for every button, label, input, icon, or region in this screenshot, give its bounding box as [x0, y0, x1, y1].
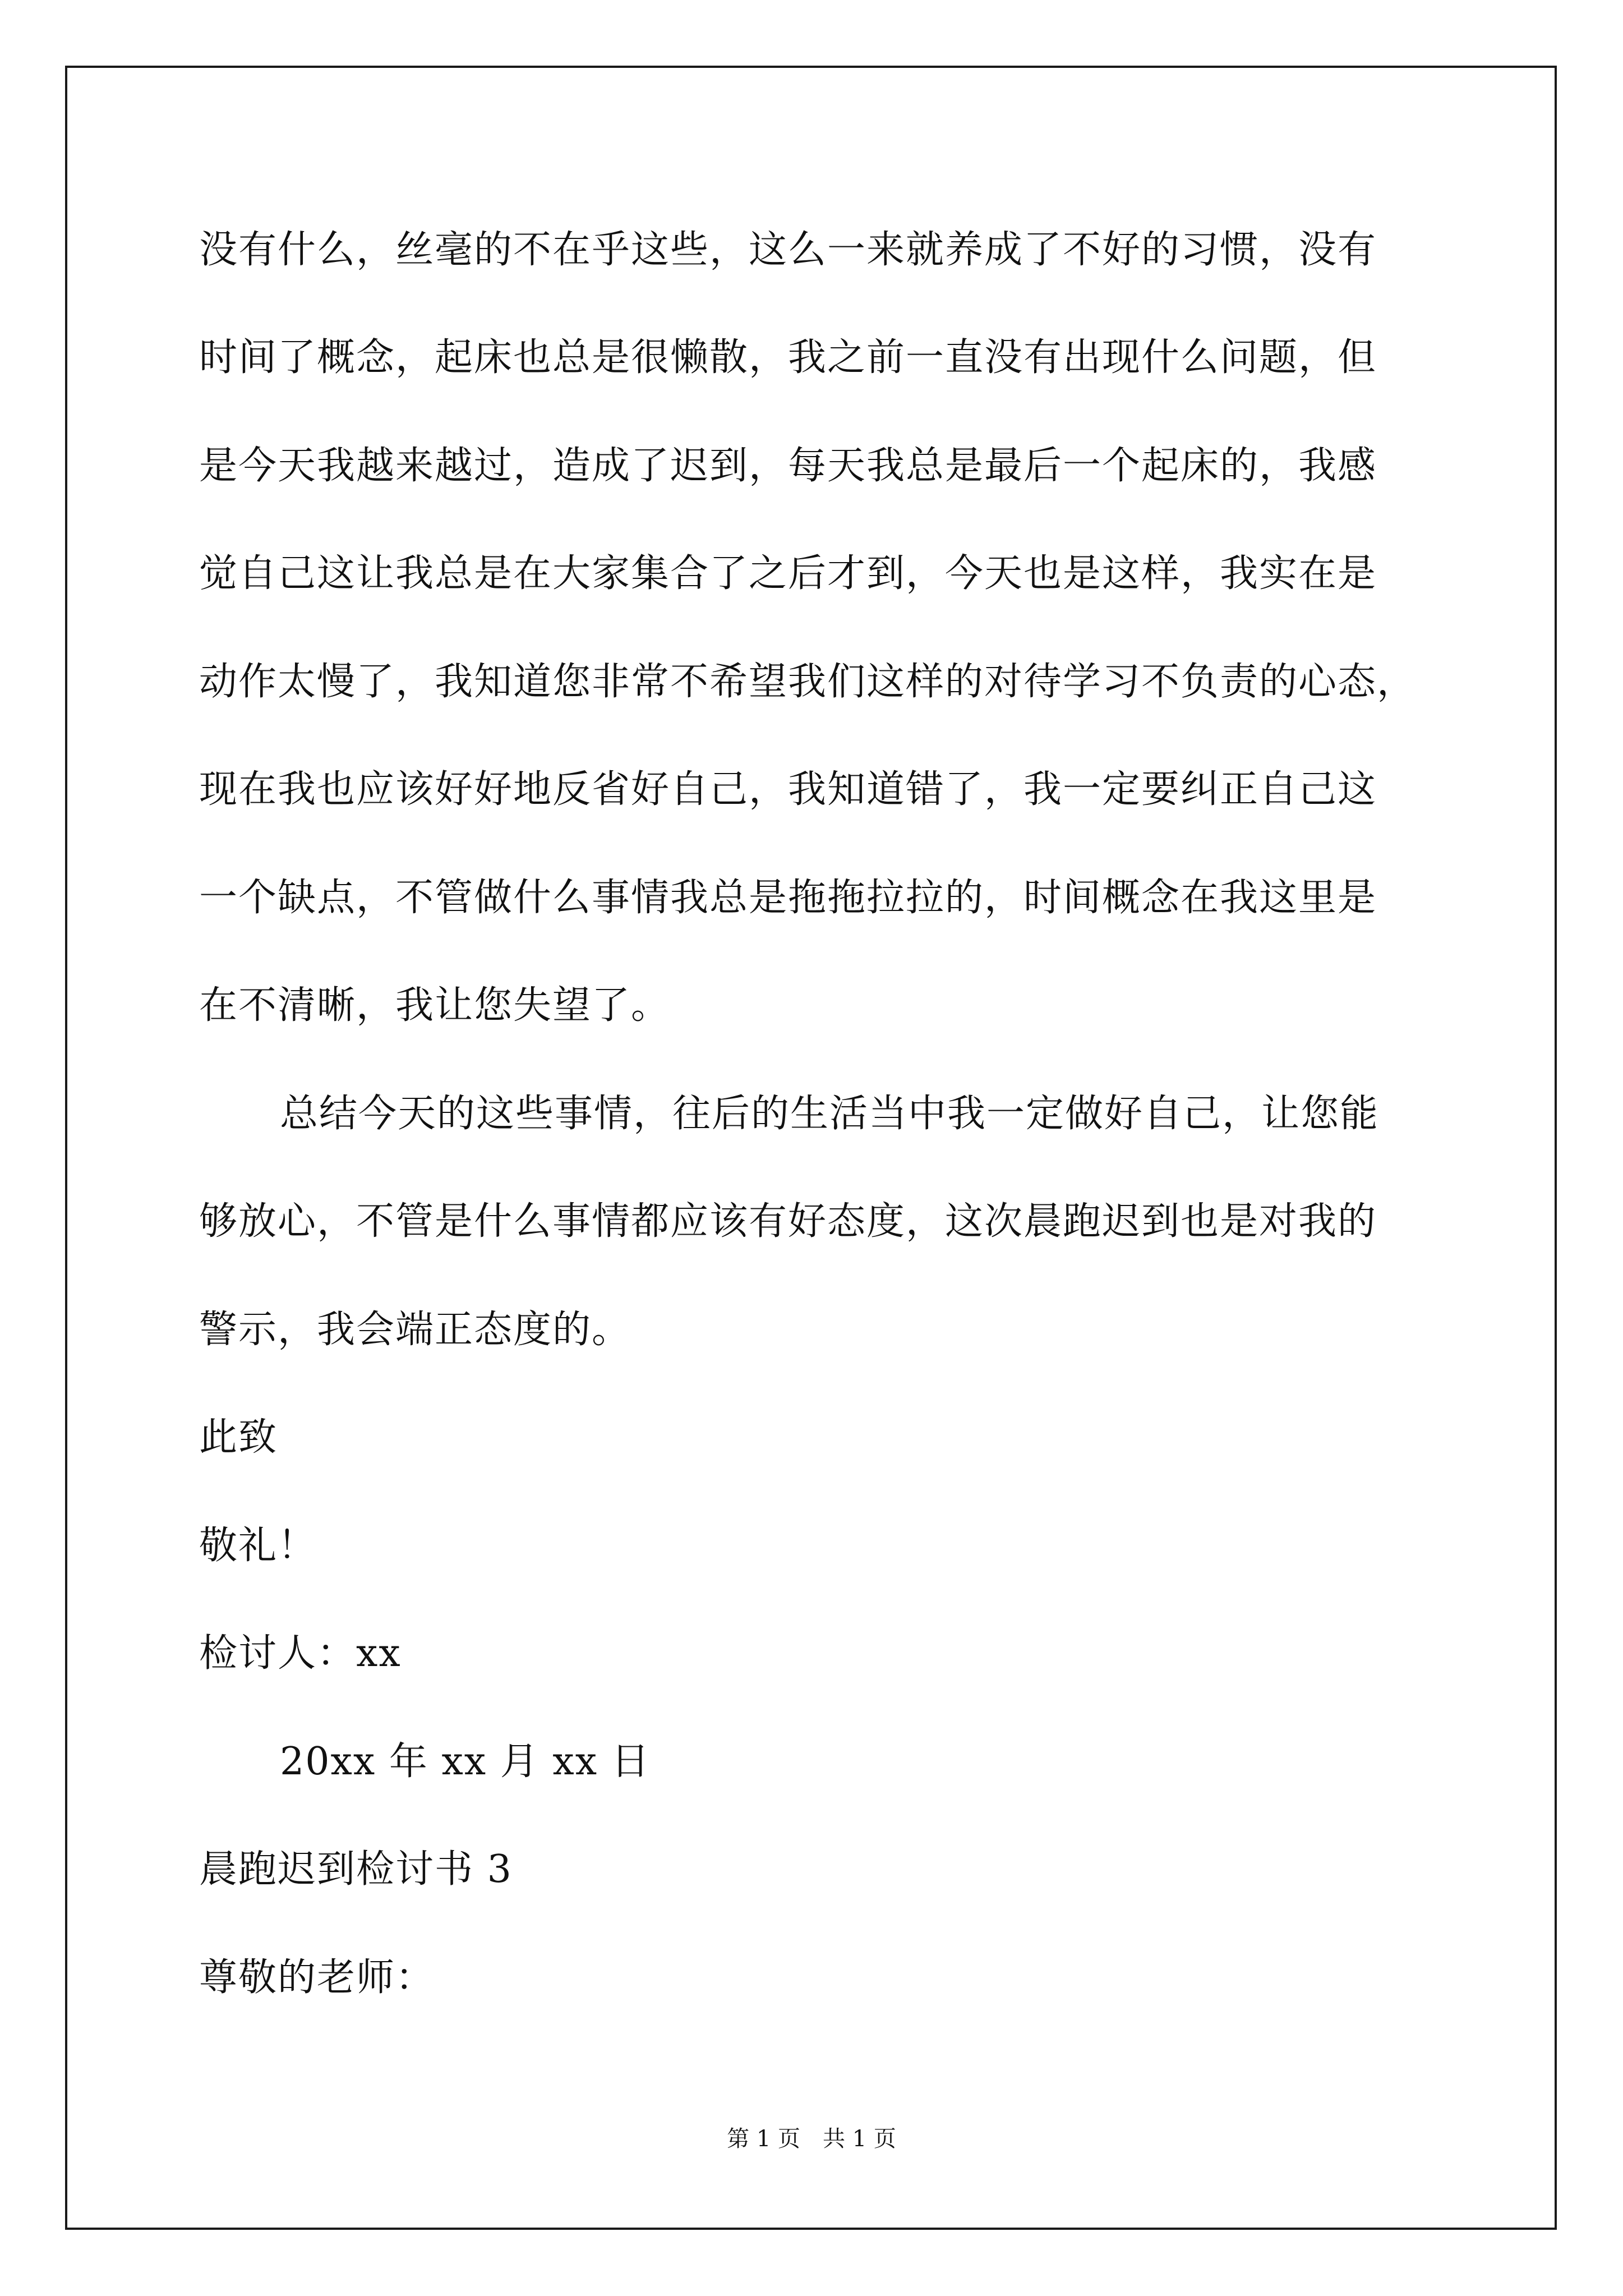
paragraph-line: 动作太慢了，我知道您非常不希望我们这样的对待学习不负责的心态，: [199, 660, 1417, 704]
paragraph-line: 警示，我会端正态度的。: [199, 1308, 631, 1352]
regards-line: 敬礼！: [199, 1524, 317, 1568]
paragraph-line: 觉自己这让我总是在大家集合了之后才到，今天也是这样，我实在是: [199, 551, 1377, 596]
greeting-line: 尊敬的老师：: [199, 1955, 435, 2000]
paragraph-line: 够放心，不管是什么事情都应该有好态度，这次晨跑迟到也是对我的: [199, 1199, 1377, 1244]
paragraph-line: 时间了概念，起床也总是很懒散，我之前一直没有出现什么问题，但: [199, 335, 1377, 380]
date-line: 20xx 年 xx 月 xx 日: [280, 1740, 651, 1784]
paragraph-line: 没有什么，丝毫的不在乎这些，这么一来就养成了不好的习惯，没有: [199, 228, 1377, 272]
section-title: 晨跑迟到检讨书 3: [199, 1847, 513, 1892]
page-footer: 第 1 页 共 1 页: [727, 2126, 896, 2152]
page-border: [65, 66, 1557, 2230]
paragraph-line: 是今天我越来越过，造成了迟到，每天我总是最后一个起床的，我感: [199, 444, 1377, 488]
paragraph-line: 一个缺点，不管做什么事情我总是拖拖拉拉的，时间概念在我这里是: [199, 876, 1377, 920]
paragraph-line: 现在我也应该好好地反省好自己，我知道错了，我一定要纠正自己这: [199, 767, 1377, 812]
signature-line: 检讨人：xx: [199, 1631, 402, 1676]
paragraph-line: 总结今天的这些事情，往后的生活当中我一定做好自己，让您能: [280, 1092, 1380, 1136]
paragraph-line: 在不清晰，我让您失望了。: [199, 983, 671, 1028]
salutation-closing: 此致: [199, 1415, 278, 1460]
